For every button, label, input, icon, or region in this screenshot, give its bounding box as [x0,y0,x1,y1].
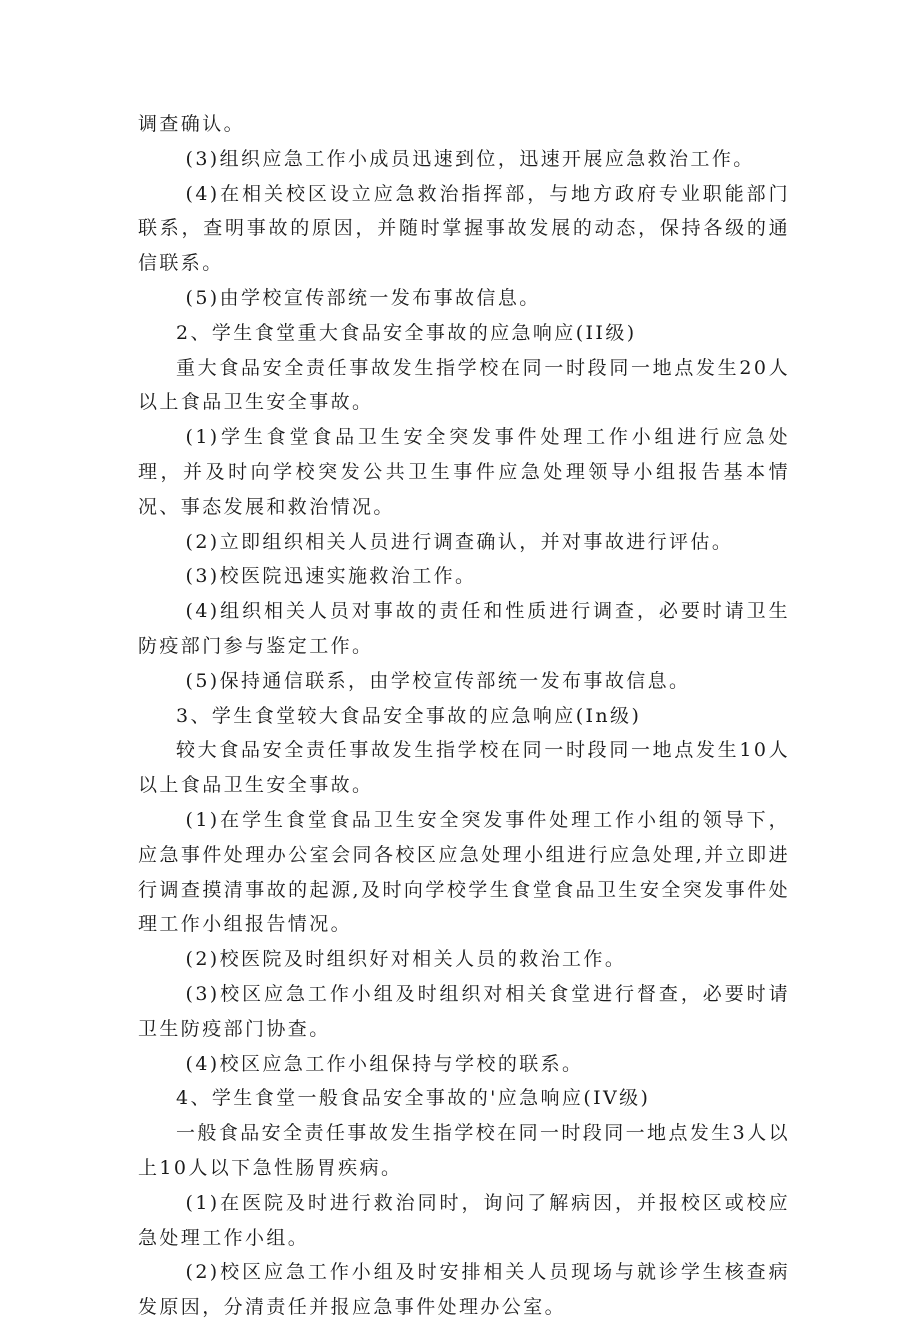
section-heading: 4、学生食堂一般食品安全事故的'应急响应(IV级) [176,1087,651,1110]
list-item: (2)校区应急工作小组及时安排相关人员现场与就诊学生核查病发原因，分清责任并报应急事件处理办公室。 [138,1261,790,1319]
paragraph: 一般食品安全责任事故发生指学校在同一时段同一地点发生3人以上10人以下急性肠胃疾病。 [138,1122,790,1179]
list-item: (5)由学校宣传部统一发布事故信息。 [185,286,541,309]
list-item: (1)在学生食堂食品卫生安全突发事件处理工作小组的领导下，应急事件处理办公室会同各校区应急处理小组进行应急处理,并立即进行调查摸清事故的起源,及时向学校学生食堂食品卫生安全突发事件处理工作小组报告情况。 [138,808,790,936]
section-heading: 2、学生食堂重大食品安全事故的应急响应(II级) [176,321,637,344]
list-item: (5)保持通信联系，由学校宣传部统一发布事故信息。 [185,669,691,692]
paragraph: 调查确认。 [138,113,246,135]
list-item: (1)学生食堂食品卫生安全突发事件处理工作小组进行应急处理，并及时向学校突发公共卫生事件应急处理领导小组报告基本情况、事态发展和救治情况。 [138,426,790,518]
list-item: (2)立即组织相关人员进行调查确认，并对事故进行评估。 [185,530,734,553]
list-item: (2)校医院及时组织好对相关人员的救治工作。 [185,948,627,971]
paragraph: 较大食品安全责任事故发生指学校在同一时段同一地点发生10人以上食品卫生安全事故。 [138,739,790,797]
list-item: (3)校医院迅速实施救治工作。 [185,565,477,588]
list-item: (1)在医院及时进行救治同时，询问了解病因，并报校区或校应急处理工作小组。 [138,1191,790,1249]
list-item: (4)在相关校区设立应急救治指挥部，与地方政府专业职能部门联系，查明事故的原因，并随时掌握事故发展的动态，保持各级的通信联系。 [138,182,790,275]
section-heading: 3、学生食堂较大食品安全事故的应急响应(In级) [176,704,642,727]
list-item: (4)校区应急工作小组保持与学校的联系。 [185,1052,584,1075]
list-item: (4)组织相关人员对事故的责任和性质进行调查，必要时请卫生防疫部门参与鉴定工作。 [138,600,790,657]
list-item: (3)组织应急工作小成员迅速到位，迅速开展应急救治工作。 [185,147,755,170]
paragraph: 重大食品安全责任事故发生指学校在同一时段同一地点发生20人以上食品卫生安全事故。 [138,356,790,414]
list-item: (3)校区应急工作小组及时组织对相关食堂进行督查，必要时请卫生防疫部门协查。 [138,982,790,1040]
document-page [138,107,790,1325]
